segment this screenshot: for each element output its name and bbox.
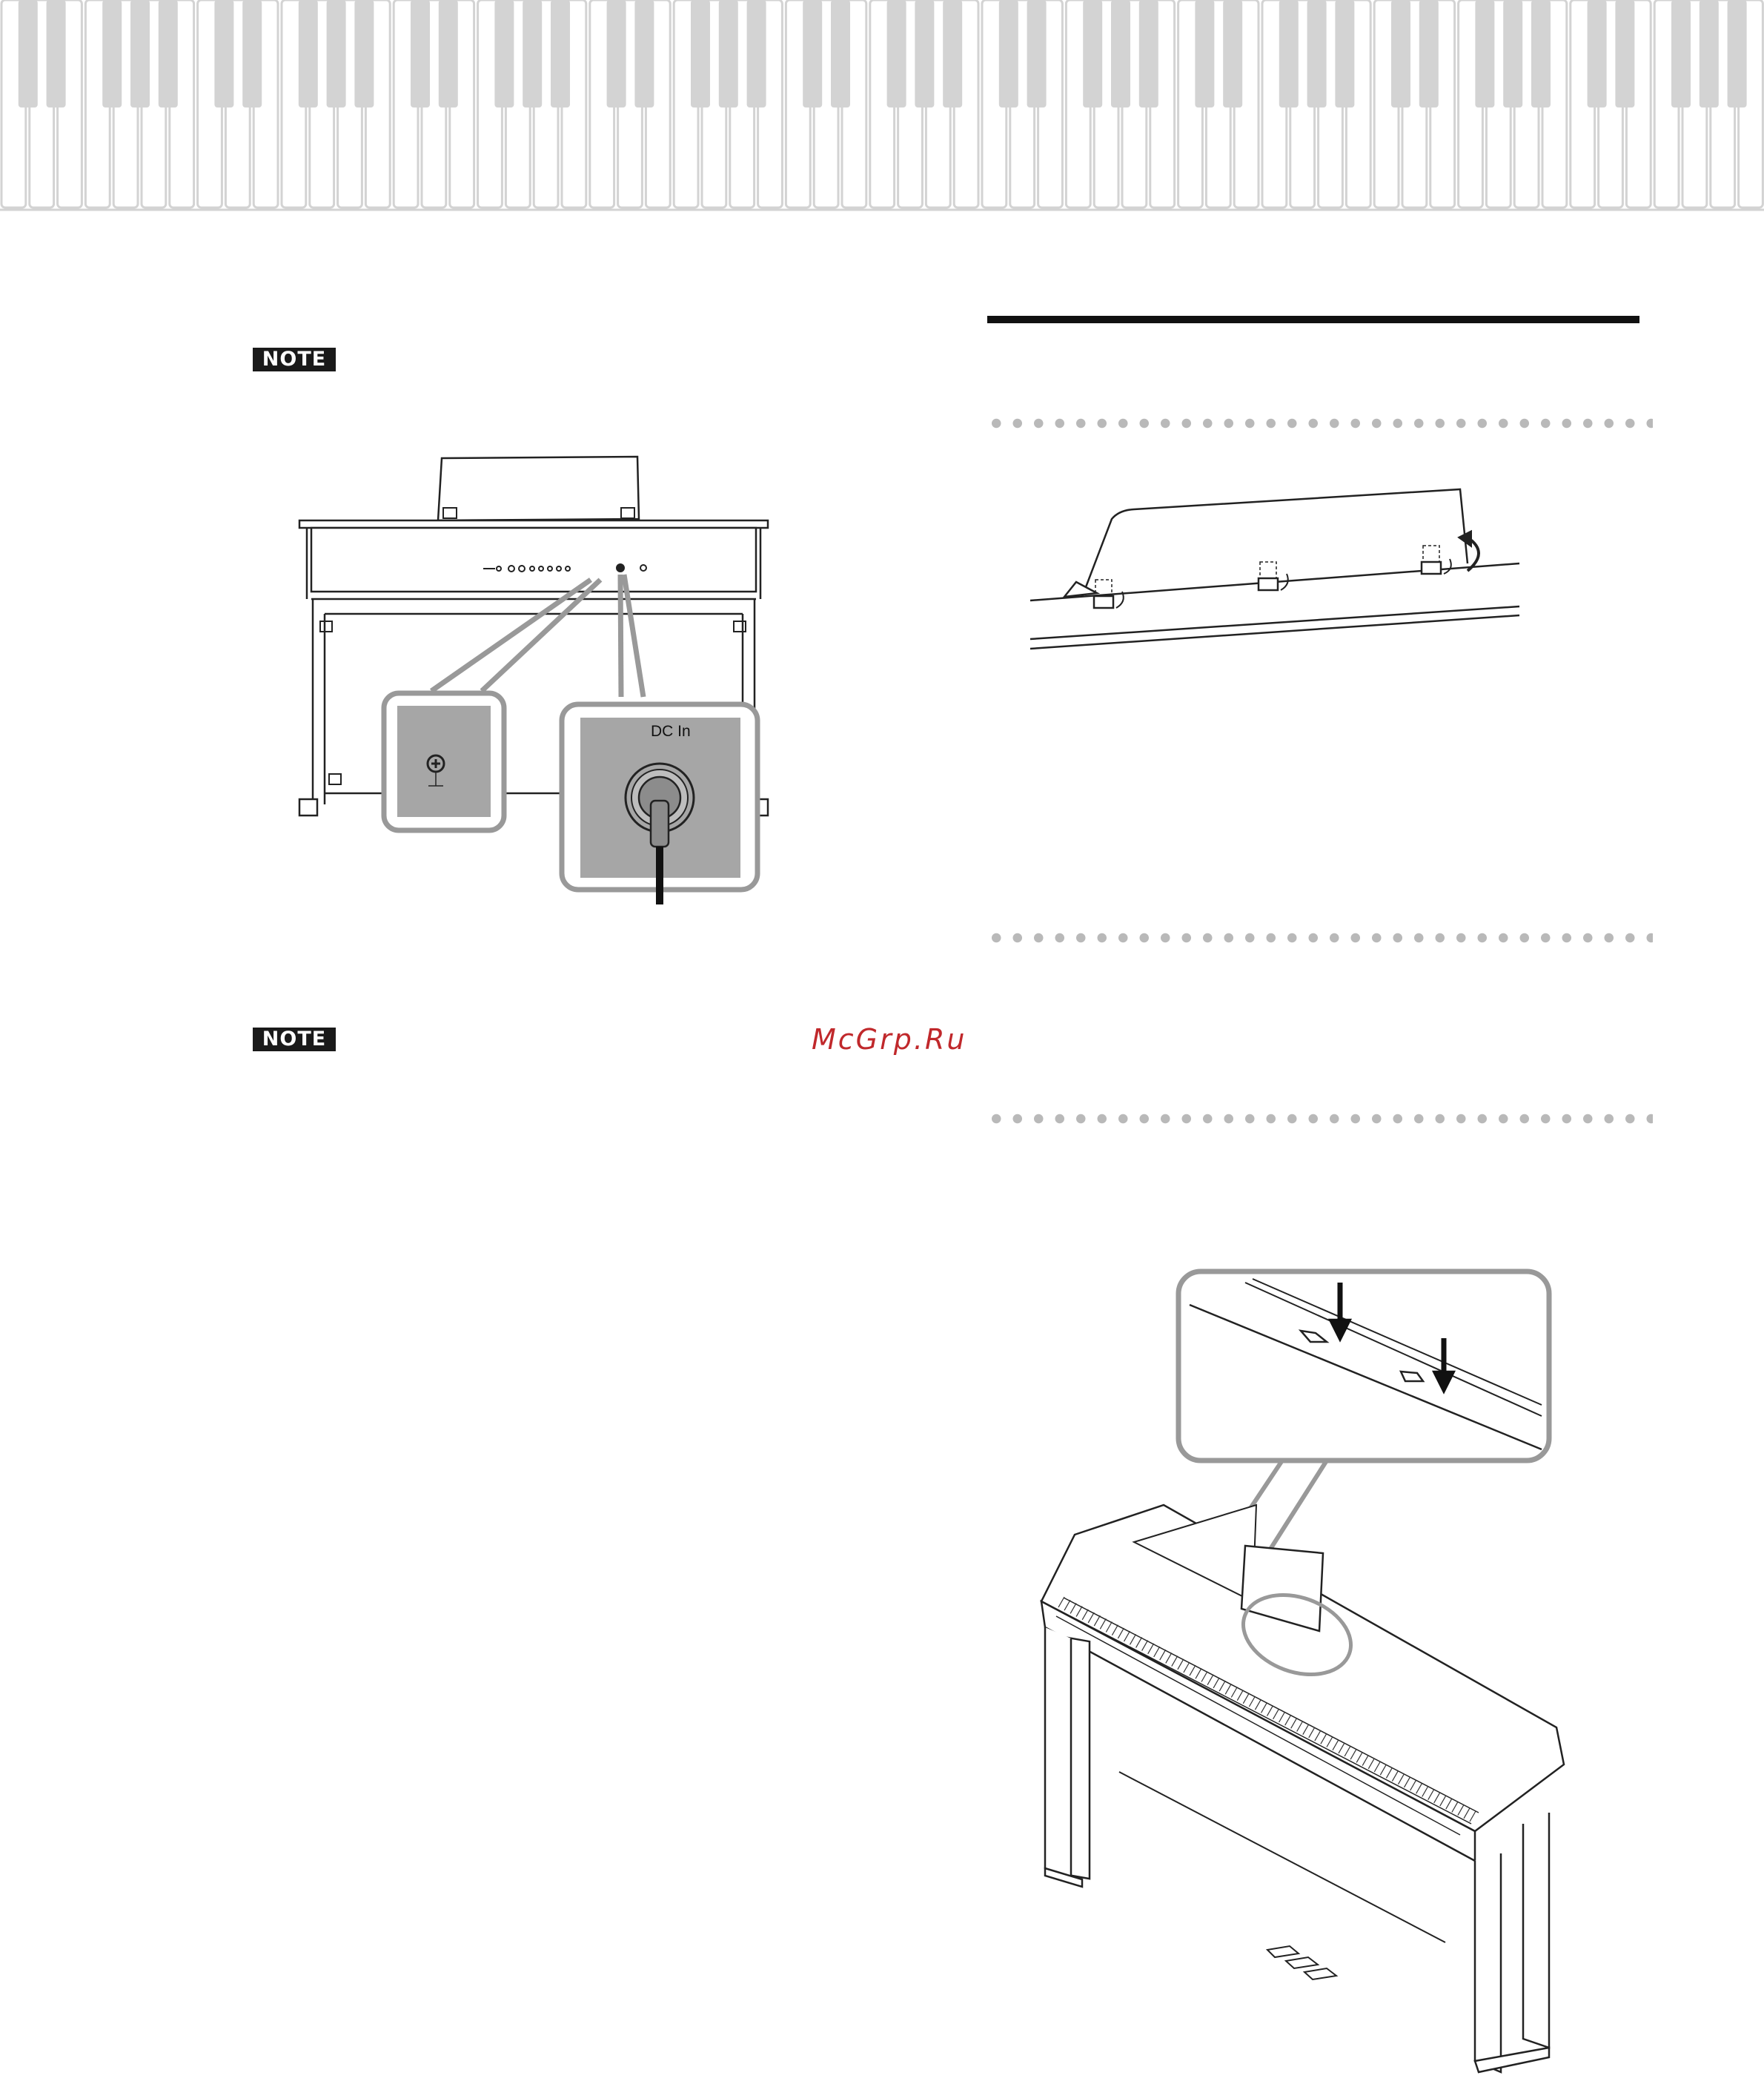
black-key <box>691 0 710 107</box>
black-key <box>327 0 346 107</box>
black-key <box>130 0 150 107</box>
black-key <box>747 0 766 107</box>
black-key <box>943 0 962 107</box>
black-key <box>551 0 570 107</box>
black-key <box>1027 0 1047 107</box>
lid-front-edge <box>1030 606 1519 639</box>
foot-left <box>299 799 317 816</box>
piano-body <box>1041 1505 1564 2072</box>
black-key <box>607 0 626 107</box>
black-key <box>1279 0 1299 107</box>
music-rest-outline <box>438 457 639 520</box>
black-key <box>1700 0 1719 107</box>
piano-lid-illustration <box>1030 1260 1571 2084</box>
black-key <box>803 0 822 107</box>
piano-keyboard-header <box>0 0 1764 215</box>
black-key <box>1083 0 1102 107</box>
black-key <box>354 0 374 107</box>
black-key <box>494 0 514 107</box>
black-key <box>1111 0 1130 107</box>
dotted-separator <box>986 1114 1653 1124</box>
pedals <box>1267 1946 1336 1979</box>
black-key <box>1419 0 1439 107</box>
watermark-text: McGrp.Ru <box>812 1023 967 1056</box>
black-key <box>1728 0 1747 107</box>
music-rest-illustration <box>1023 474 1534 667</box>
top-lid <box>299 520 768 528</box>
black-key <box>1531 0 1551 107</box>
section-heading-rule <box>987 316 1639 323</box>
black-key <box>242 0 262 107</box>
black-key <box>634 0 654 107</box>
black-key <box>887 0 906 107</box>
black-key <box>1391 0 1410 107</box>
dc-in-label: DC In <box>651 723 691 740</box>
note-badge: NOTE <box>253 348 336 371</box>
black-key <box>523 0 542 107</box>
black-key <box>1671 0 1691 107</box>
black-key <box>1615 0 1634 107</box>
black-key <box>1195 0 1214 107</box>
black-key <box>915 0 934 107</box>
black-key <box>411 0 430 107</box>
black-key <box>1223 0 1242 107</box>
note-badge: NOTE <box>253 1028 336 1051</box>
zoom-callout <box>1178 1271 1549 1461</box>
dotted-separator <box>986 418 1653 429</box>
black-key <box>214 0 233 107</box>
black-key <box>47 0 66 107</box>
black-key <box>102 0 122 107</box>
white-keys <box>1 0 1763 208</box>
black-key <box>719 0 738 107</box>
black-key <box>19 0 38 107</box>
side-bracket <box>734 621 746 632</box>
black-key <box>1503 0 1522 107</box>
black-key <box>299 0 318 107</box>
pedal-bracket <box>329 774 341 784</box>
black-key <box>999 0 1018 107</box>
callout-leaders <box>431 575 643 697</box>
black-key <box>159 0 178 107</box>
black-key <box>1588 0 1607 107</box>
black-key <box>1475 0 1494 107</box>
black-key <box>831 0 850 107</box>
black-key <box>1335 0 1354 107</box>
black-key <box>1307 0 1327 107</box>
black-key <box>1139 0 1158 107</box>
dotted-separator <box>986 933 1653 943</box>
black-key <box>439 0 458 107</box>
lid-front-edge <box>1030 615 1519 649</box>
rear-panel-illustration <box>289 445 778 912</box>
side-bracket <box>320 621 332 632</box>
rear-cabinet <box>311 528 756 592</box>
